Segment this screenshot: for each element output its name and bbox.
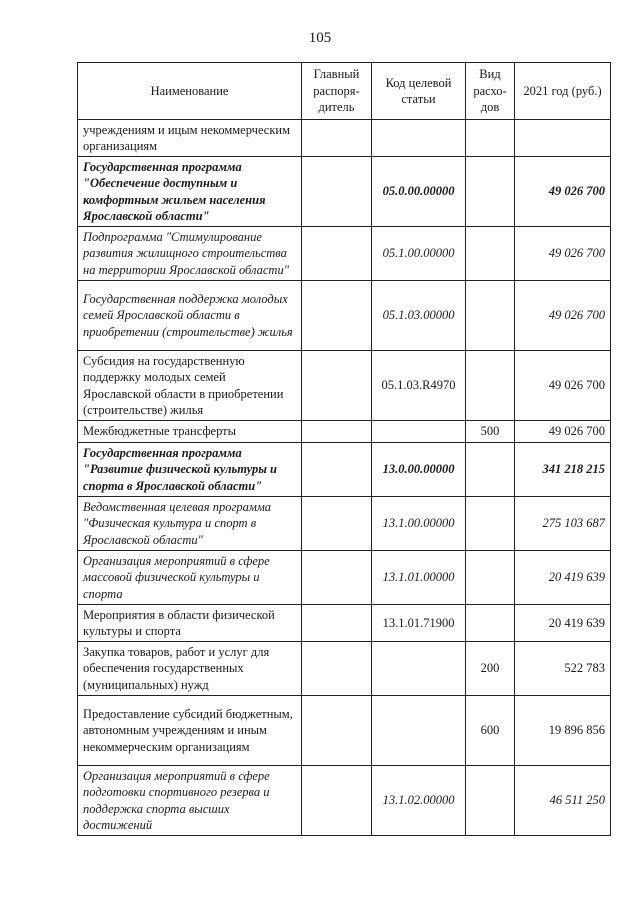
cell-admin xyxy=(302,443,372,497)
cell-admin xyxy=(302,227,372,281)
cell-code xyxy=(372,120,466,157)
cell-type xyxy=(466,766,515,836)
header-name: Наименование xyxy=(78,63,302,120)
cell-code: 05.1.03.R4970 xyxy=(372,351,466,421)
table-body xyxy=(78,120,611,836)
cell-amount: 49 026 700 xyxy=(515,157,611,227)
table-header-row xyxy=(78,63,611,120)
cell-admin xyxy=(302,120,372,157)
cell-code: 13.1.01.00000 xyxy=(372,551,466,605)
cell-name: Организация мероприятий в сфере массовой физической культуры и спорта xyxy=(78,551,302,605)
cell-type xyxy=(466,551,515,605)
table-row xyxy=(78,696,611,766)
cell-admin xyxy=(302,696,372,766)
cell-amount xyxy=(515,120,611,157)
cell-code: 05.1.03.00000 xyxy=(372,281,466,351)
cell-type xyxy=(466,120,515,157)
cell-code: 13.0.00.00000 xyxy=(372,443,466,497)
table-row xyxy=(78,443,611,497)
budget-table xyxy=(77,62,611,836)
cell-admin xyxy=(302,281,372,351)
table-row xyxy=(78,227,611,281)
cell-code: 05.0.00.00000 xyxy=(372,157,466,227)
cell-code xyxy=(372,696,466,766)
cell-type xyxy=(466,157,515,227)
cell-amount: 20 419 639 xyxy=(515,605,611,642)
cell-name: Межбюджетные трансферты xyxy=(78,421,302,443)
cell-amount: 19 896 856 xyxy=(515,696,611,766)
cell-admin xyxy=(302,551,372,605)
cell-amount: 49 026 700 xyxy=(515,227,611,281)
cell-code xyxy=(372,421,466,443)
cell-type: 600 xyxy=(466,696,515,766)
cell-name: Мероприятия в области физической культуры и спорта xyxy=(78,605,302,642)
cell-code: 13.1.02.00000 xyxy=(372,766,466,836)
cell-amount: 341 218 215 xyxy=(515,443,611,497)
table-row xyxy=(78,351,611,421)
table-row xyxy=(78,120,611,157)
header-amount: 2021 год (руб.) xyxy=(515,63,611,120)
cell-admin xyxy=(302,351,372,421)
table-row xyxy=(78,281,611,351)
cell-name: Государственная поддержка молодых семей Ярославской области в приобретении (строительстве) жилья xyxy=(78,281,302,351)
cell-amount: 46 511 250 xyxy=(515,766,611,836)
cell-admin xyxy=(302,642,372,696)
cell-amount: 522 783 xyxy=(515,642,611,696)
cell-name: Субсидия на государственную поддержку молодых семей Ярославской области в приобретении (строительстве) жилья xyxy=(78,351,302,421)
table-row xyxy=(78,642,611,696)
cell-name: Подпрограмма "Стимулирование развития жилищного строительства на территории Ярославской области" xyxy=(78,227,302,281)
cell-type: 500 xyxy=(466,421,515,443)
cell-admin xyxy=(302,497,372,551)
cell-code: 05.1.00.00000 xyxy=(372,227,466,281)
cell-name: Закупка товаров, работ и услуг для обеспечения государственных (муниципальных) нужд xyxy=(78,642,302,696)
cell-name: Предоставление субсидий бюджетным, автономным учреждениям и иным некоммерческим организациям xyxy=(78,696,302,766)
cell-code: 13.1.01.71900 xyxy=(372,605,466,642)
header-code: Код целевой статьи xyxy=(372,63,466,120)
cell-name: Ведомственная целевая программа "Физическая культура и спорт в Ярославской области" xyxy=(78,497,302,551)
cell-amount: 20 419 639 xyxy=(515,551,611,605)
table-row xyxy=(78,605,611,642)
table-row xyxy=(78,497,611,551)
cell-type xyxy=(466,281,515,351)
cell-admin xyxy=(302,421,372,443)
cell-admin xyxy=(302,157,372,227)
cell-name: Организация мероприятий в сфере подготовки спортивного резерва и поддержка спорта высших достижений xyxy=(78,766,302,836)
cell-name: Государственная программа "Обеспечение доступным и комфортным жильем населения Ярославской области" xyxy=(78,157,302,227)
cell-amount: 49 026 700 xyxy=(515,281,611,351)
table-row xyxy=(78,766,611,836)
cell-type xyxy=(466,497,515,551)
page-number: 105 xyxy=(308,30,332,46)
cell-name: Государственная программа "Развитие физической культуры и спорта в Ярославской области" xyxy=(78,443,302,497)
header-admin: Главный распоря-дитель xyxy=(302,63,372,120)
cell-code xyxy=(372,642,466,696)
cell-type xyxy=(466,605,515,642)
cell-admin xyxy=(302,766,372,836)
cell-type xyxy=(466,443,515,497)
cell-type: 200 xyxy=(466,642,515,696)
cell-admin xyxy=(302,605,372,642)
cell-amount: 49 026 700 xyxy=(515,421,611,443)
table-row xyxy=(78,157,611,227)
cell-code: 13.1.00.00000 xyxy=(372,497,466,551)
cell-type xyxy=(466,227,515,281)
cell-amount: 49 026 700 xyxy=(515,351,611,421)
table-row xyxy=(78,551,611,605)
cell-type xyxy=(466,351,515,421)
cell-amount: 275 103 687 xyxy=(515,497,611,551)
header-type: Вид расхо-дов xyxy=(466,63,515,120)
cell-name: учреждениям и ицым некоммерческим организациям xyxy=(78,120,302,157)
table-row xyxy=(78,421,611,443)
